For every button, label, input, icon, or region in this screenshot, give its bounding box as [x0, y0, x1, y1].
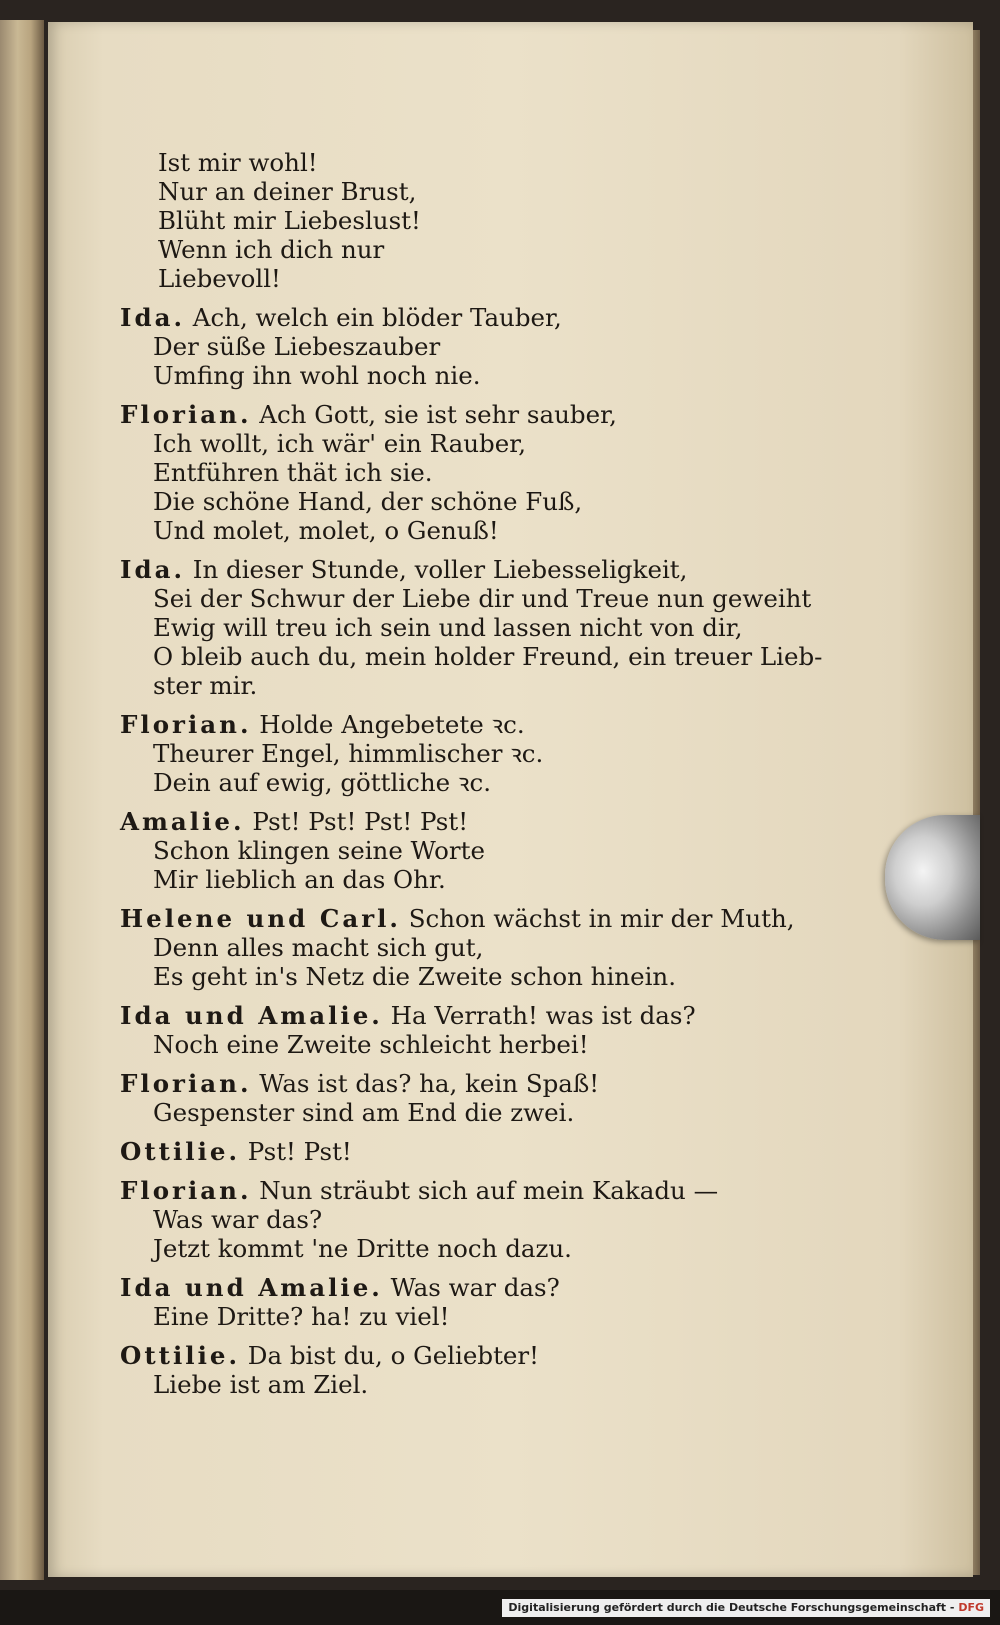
- line-text: Liebe ist am Ziel.: [153, 1370, 369, 1399]
- line-text: Nur an deiner Brust,: [158, 177, 417, 206]
- line-text: Die schöne Hand, der schöne Fuß,: [153, 487, 583, 516]
- stanza-gap: [120, 1263, 840, 1273]
- verse-line: [120, 400, 840, 429]
- line-text: Theurer Engel, himmlischer ꝛc.: [153, 739, 544, 768]
- verse-line: [120, 584, 840, 613]
- verse-line: [120, 206, 840, 235]
- stanza-gap: [120, 390, 840, 400]
- verse-line: [120, 1341, 840, 1370]
- stanza-gap: [120, 700, 840, 710]
- stanza-gap: [120, 1166, 840, 1176]
- line-text: Sei der Schwur der Liebe dir und Treue nun geweiht: [153, 584, 812, 613]
- speaker-name: Ida.: [120, 303, 185, 332]
- verse-line: [120, 807, 840, 836]
- line-text: Schon wächst in mir der Muth,: [400, 904, 795, 933]
- line-text: Ist mir wohl!: [158, 148, 318, 177]
- verse-line: [120, 1098, 840, 1127]
- stanza-gap: [120, 1059, 840, 1069]
- verse-line: [120, 1176, 840, 1205]
- verse-line: [120, 962, 840, 991]
- line-text: Was war das?: [153, 1205, 323, 1234]
- speaker-name: Ottilie.: [120, 1137, 241, 1166]
- verse-line: [120, 768, 840, 797]
- stanza-gap: [120, 894, 840, 904]
- line-text: Denn alles macht sich gut,: [153, 933, 484, 962]
- verse-line: [120, 1273, 840, 1302]
- verse-line: [120, 264, 840, 293]
- verse-line: [120, 1069, 840, 1098]
- verse-line: [120, 177, 840, 206]
- verse-line: [120, 1001, 840, 1030]
- verse-line: [120, 1205, 840, 1234]
- line-text: Ha Verrath! was ist das?: [382, 1001, 696, 1030]
- stanza-gap: [120, 1331, 840, 1341]
- verse-line: [120, 642, 840, 671]
- verse-line: [120, 1234, 840, 1263]
- line-text: Wenn ich dich nur: [158, 235, 385, 264]
- verse-line: [120, 458, 840, 487]
- line-text: Schon klingen seine Worte: [153, 836, 485, 865]
- speaker-name: Amalie.: [120, 807, 245, 836]
- verse-line: [120, 836, 840, 865]
- verse-line: [120, 1302, 840, 1331]
- verse-line: [120, 671, 840, 700]
- dfg-logo: DFG: [958, 1601, 984, 1614]
- stanza-gap: [120, 545, 840, 555]
- verse-line: [120, 865, 840, 894]
- line-text: Holde Angebetete ꝛc.: [251, 710, 525, 739]
- verse-line: [120, 739, 840, 768]
- verse-line: [120, 555, 840, 584]
- funding-footer: [502, 1599, 990, 1617]
- verse-line: [120, 516, 840, 545]
- verse-line: [120, 1030, 840, 1059]
- line-text: Entführen thät ich sie.: [153, 458, 433, 487]
- line-text: Was war das?: [382, 1273, 560, 1302]
- verse-line: [120, 332, 840, 361]
- line-text: Gespenster sind am End die zwei.: [153, 1098, 575, 1127]
- previous-page-edge: [0, 20, 44, 1580]
- line-text: Ich wollt, ich wär' ein Rauber,: [153, 429, 527, 458]
- line-text: O bleib auch du, mein holder Freund, ein treuer Lieb-: [153, 642, 823, 671]
- stanza-gap: [120, 293, 840, 303]
- verse-line: [120, 361, 840, 390]
- speaker-name: Florian.: [120, 1069, 252, 1098]
- line-text: Da bist du, o Geliebter!: [240, 1341, 539, 1370]
- line-text: Was ist das? ha, kein Spaß!: [251, 1069, 600, 1098]
- line-text: Liebevoll!: [158, 264, 281, 293]
- line-text: Nun sträubt sich auf mein Kakadu —: [251, 1176, 719, 1205]
- line-text: ster mir.: [153, 671, 258, 700]
- stanza-gap: [120, 991, 840, 1001]
- verse-line: [120, 933, 840, 962]
- verse-line: [120, 487, 840, 516]
- verse-line: [120, 148, 840, 177]
- speaker-name: Florian.: [120, 400, 252, 429]
- funding-note: Digitalisierung gefördert durch die Deutsche Forschungsgemeinschaft -: [508, 1601, 955, 1614]
- verse-line: [120, 1370, 840, 1399]
- speaker-name: Florian.: [120, 710, 252, 739]
- verse-line: [120, 303, 840, 332]
- line-text: Dein auf ewig, göttliche ꝛc.: [153, 768, 492, 797]
- line-text: Ach, welch ein blöder Tauber,: [185, 303, 562, 332]
- verse-text: [120, 148, 840, 1399]
- speaker-name: Florian.: [120, 1176, 252, 1205]
- speaker-name: Ottilie.: [120, 1341, 241, 1370]
- verse-line: [120, 429, 840, 458]
- line-text: Eine Dritte? ha! zu viel!: [153, 1302, 450, 1331]
- line-text: Umfing ihn wohl noch nie.: [153, 361, 481, 390]
- speaker-name: Ida und Amalie.: [120, 1001, 383, 1030]
- line-text: Jetzt kommt 'ne Dritte noch dazu.: [153, 1234, 572, 1263]
- line-text: Es geht in's Netz die Zweite schon hinein.: [153, 962, 676, 991]
- line-text: Noch eine Zweite schleicht herbei!: [153, 1030, 589, 1059]
- line-text: Blüht mir Liebeslust!: [158, 206, 421, 235]
- verse-line: [120, 613, 840, 642]
- speaker-name: Helene und Carl.: [120, 904, 401, 933]
- line-text: Pst! Pst!: [240, 1137, 352, 1166]
- line-text: In dieser Stunde, voller Liebesseligkeit,: [185, 555, 688, 584]
- stanza-gap: [120, 797, 840, 807]
- speaker-name: Ida und Amalie.: [120, 1273, 383, 1302]
- line-text: Pst! Pst! Pst! Pst!: [244, 807, 469, 836]
- speaker-name: Ida.: [120, 555, 185, 584]
- verse-line: [120, 1137, 840, 1166]
- verse-line: [120, 235, 840, 264]
- line-text: Mir lieblich an das Ohr.: [153, 865, 446, 894]
- verse-line: [120, 710, 840, 739]
- line-text: Der süße Liebeszauber: [153, 332, 441, 361]
- line-text: Ach Gott, sie ist sehr sauber,: [251, 400, 617, 429]
- line-text: Ewig will treu ich sein und lassen nicht von dir,: [153, 613, 743, 642]
- stanza-gap: [120, 1127, 840, 1137]
- verse-line: [120, 904, 840, 933]
- line-text: Und molet, molet, o Genuß!: [153, 516, 499, 545]
